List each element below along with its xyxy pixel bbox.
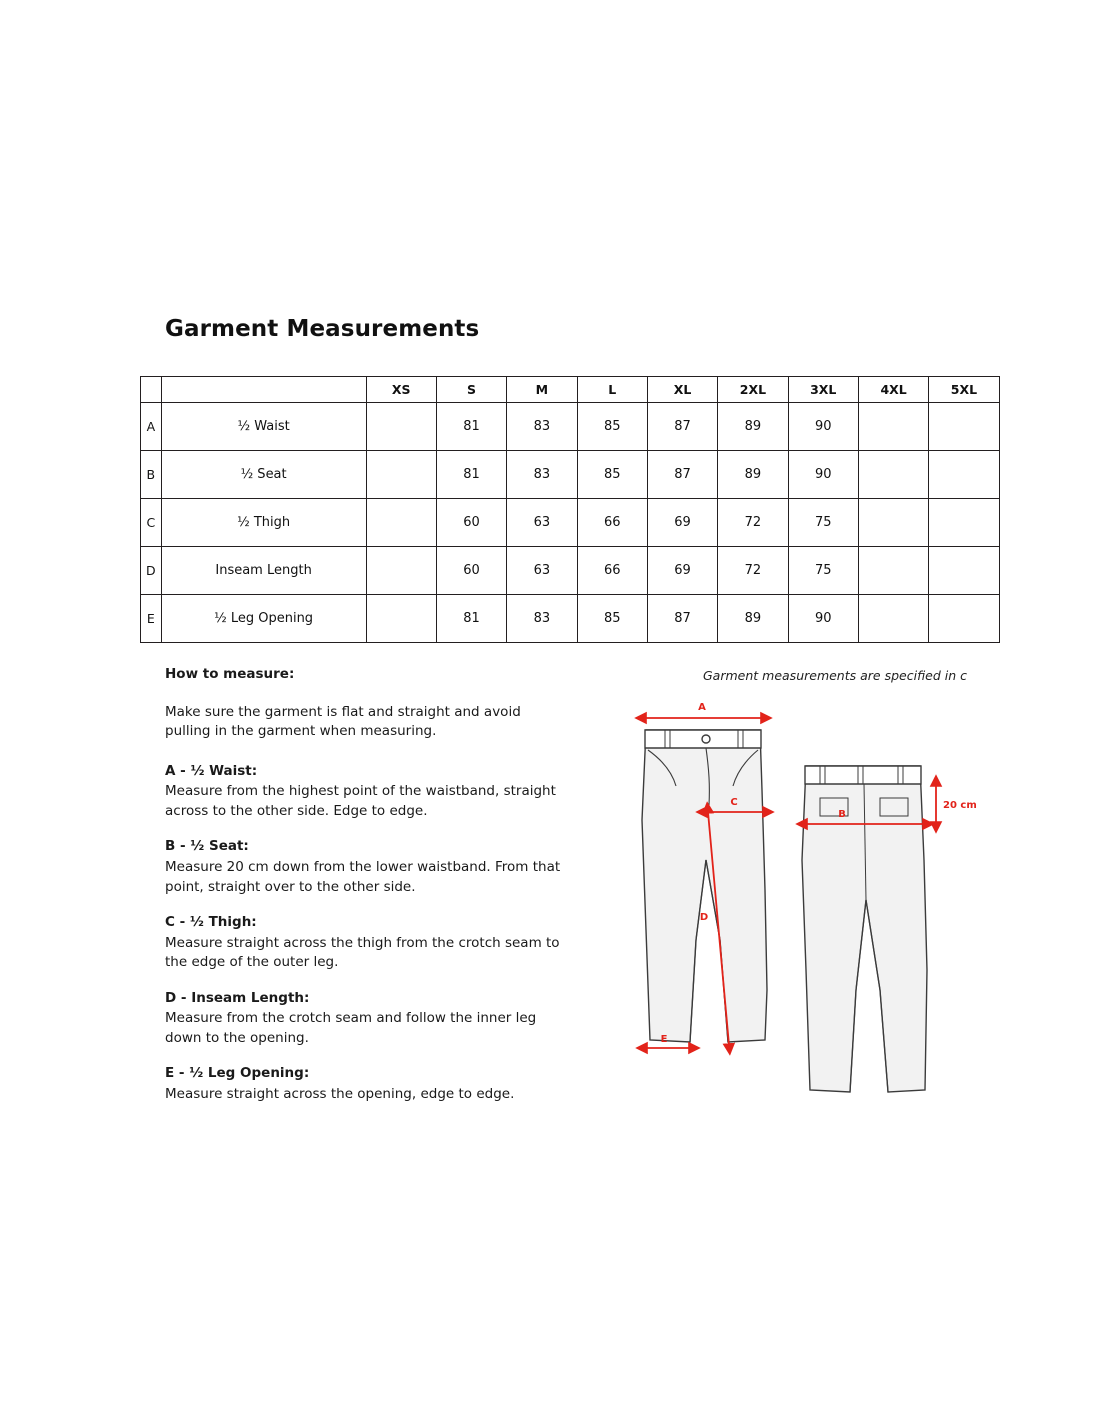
measure-instruction-a bbox=[165, 762, 565, 822]
cell-5xl bbox=[929, 595, 999, 643]
cell-xl: 87 bbox=[647, 595, 717, 643]
table-row bbox=[141, 499, 1001, 547]
table-body bbox=[141, 403, 1001, 643]
table-header bbox=[141, 377, 1001, 403]
header-size-extra bbox=[999, 377, 1000, 403]
cell-xl: 87 bbox=[647, 451, 717, 499]
measure-instruction-b-body: Measure 20 cm down from the lower waistband. From that point, straight over to the other side. bbox=[165, 858, 561, 895]
row-label: ½ Seat bbox=[161, 451, 366, 499]
label-b: B bbox=[838, 809, 846, 820]
cell-5xl bbox=[929, 451, 999, 499]
cell-3xl: 90 bbox=[788, 403, 858, 451]
header-size-s: S bbox=[436, 377, 506, 403]
cell-m: 83 bbox=[507, 595, 577, 643]
header-size-xs: XS bbox=[366, 377, 436, 403]
cell-l: 66 bbox=[577, 499, 647, 547]
cell-l: 85 bbox=[577, 451, 647, 499]
row-letter: C bbox=[141, 499, 162, 547]
cell-s: 81 bbox=[436, 451, 506, 499]
label-a: A bbox=[698, 702, 706, 713]
measure-instruction-c bbox=[165, 913, 565, 973]
measure-instruction-a-body: Measure from the highest point of the waistband, straight across to the other side. Edge to edge. bbox=[165, 783, 556, 819]
table-header-row bbox=[141, 377, 1001, 403]
label-d: D bbox=[699, 912, 709, 923]
measure-instruction-e-heading: E - ½ Leg Opening: bbox=[165, 1065, 310, 1082]
cell-l: 85 bbox=[577, 595, 647, 643]
unit-note: Garment measurements are specified in c bbox=[703, 668, 967, 683]
row-letter: D bbox=[141, 547, 162, 595]
table-row bbox=[141, 403, 1001, 451]
cell-s: 60 bbox=[436, 547, 506, 595]
label-c: C bbox=[730, 797, 738, 808]
cell-l: 66 bbox=[577, 547, 647, 595]
measure-instruction-c-heading: C - ½ Thigh: bbox=[165, 914, 257, 931]
cell-3xl: 75 bbox=[788, 547, 858, 595]
cell-extra bbox=[999, 403, 1000, 451]
cell-xl: 69 bbox=[647, 499, 717, 547]
how-to-measure-heading: How to measure: bbox=[165, 666, 295, 682]
cell-extra bbox=[999, 499, 1000, 547]
header-label-cell bbox=[161, 377, 366, 403]
cell-xl: 87 bbox=[647, 403, 717, 451]
trousers-front-view bbox=[642, 730, 767, 1042]
header-size-2xl: 2XL bbox=[718, 377, 788, 403]
header-letter-cell bbox=[141, 377, 162, 403]
measurements-table-container bbox=[140, 376, 1000, 643]
cell-4xl bbox=[858, 403, 928, 451]
cell-5xl bbox=[929, 403, 999, 451]
cell-2xl: 72 bbox=[718, 499, 788, 547]
page-title: Garment Measurements bbox=[165, 316, 480, 342]
header-size-m: M bbox=[507, 377, 577, 403]
cell-xs bbox=[366, 451, 436, 499]
row-letter: A bbox=[141, 403, 162, 451]
header-size-5xl: 5XL bbox=[929, 377, 999, 403]
header-size-l: L bbox=[577, 377, 647, 403]
cell-xs bbox=[366, 403, 436, 451]
cell-xl: 69 bbox=[647, 547, 717, 595]
measure-instruction-c-body: Measure straight across the thigh from the crotch seam to the edge of the outer leg. bbox=[165, 934, 560, 971]
cell-extra bbox=[999, 547, 1000, 595]
cell-3xl: 90 bbox=[788, 451, 858, 499]
measure-instruction-d bbox=[165, 989, 565, 1049]
header-size-3xl: 3XL bbox=[788, 377, 858, 403]
row-letter: E bbox=[141, 595, 162, 643]
measure-instruction-e bbox=[165, 1064, 565, 1104]
cell-m: 63 bbox=[507, 547, 577, 595]
row-letter: B bbox=[141, 451, 162, 499]
row-label: ½ Leg Opening bbox=[161, 595, 366, 643]
cell-xs bbox=[366, 499, 436, 547]
label-drop: 20 cm bbox=[943, 800, 977, 811]
trousers-back-view bbox=[802, 766, 927, 1092]
cell-4xl bbox=[858, 499, 928, 547]
cell-m: 83 bbox=[507, 403, 577, 451]
cell-2xl: 89 bbox=[718, 595, 788, 643]
cell-3xl: 90 bbox=[788, 595, 858, 643]
header-size-4xl: 4XL bbox=[858, 377, 928, 403]
cell-l: 85 bbox=[577, 403, 647, 451]
table-row bbox=[141, 547, 1001, 595]
cell-s: 81 bbox=[436, 403, 506, 451]
measure-instruction-b bbox=[165, 837, 565, 897]
cell-m: 83 bbox=[507, 451, 577, 499]
table-row bbox=[141, 451, 1001, 499]
measurements-table bbox=[140, 376, 1000, 643]
cell-4xl bbox=[858, 547, 928, 595]
cell-2xl: 72 bbox=[718, 547, 788, 595]
header-size-xl: XL bbox=[647, 377, 717, 403]
row-label: ½ Waist bbox=[161, 403, 366, 451]
cell-2xl: 89 bbox=[718, 451, 788, 499]
row-label: Inseam Length bbox=[161, 547, 366, 595]
cell-5xl bbox=[929, 499, 999, 547]
measure-instruction-e-body: Measure straight across the opening, edge to edge. bbox=[165, 1086, 515, 1102]
cell-extra bbox=[999, 595, 1000, 643]
measure-instruction-d-body: Measure from the crotch seam and follow the inner leg down to the opening. bbox=[165, 1010, 537, 1046]
cell-s: 60 bbox=[436, 499, 506, 547]
cell-s: 81 bbox=[436, 595, 506, 643]
measure-instruction-b-heading: B - ½ Seat: bbox=[165, 838, 249, 855]
cell-xs bbox=[366, 547, 436, 595]
cell-5xl bbox=[929, 547, 999, 595]
label-e: E bbox=[660, 1034, 668, 1045]
table-row bbox=[141, 595, 1001, 643]
cell-4xl bbox=[858, 451, 928, 499]
measure-instruction-d-heading: D - Inseam Length: bbox=[165, 989, 310, 1006]
trousers-diagram bbox=[610, 690, 1010, 1120]
cell-extra bbox=[999, 451, 1000, 499]
cell-xs bbox=[366, 595, 436, 643]
cell-2xl: 89 bbox=[718, 403, 788, 451]
how-to-measure-intro: Make sure the garment is flat and straight and avoid pulling in the garment when measuring. bbox=[165, 703, 521, 740]
cell-m: 63 bbox=[507, 499, 577, 547]
measure-instruction-a-heading: A - ½ Waist: bbox=[165, 762, 258, 779]
row-label: ½ Thigh bbox=[161, 499, 366, 547]
how-to-measure-section bbox=[165, 665, 565, 1121]
cell-4xl bbox=[858, 595, 928, 643]
cell-3xl: 75 bbox=[788, 499, 858, 547]
